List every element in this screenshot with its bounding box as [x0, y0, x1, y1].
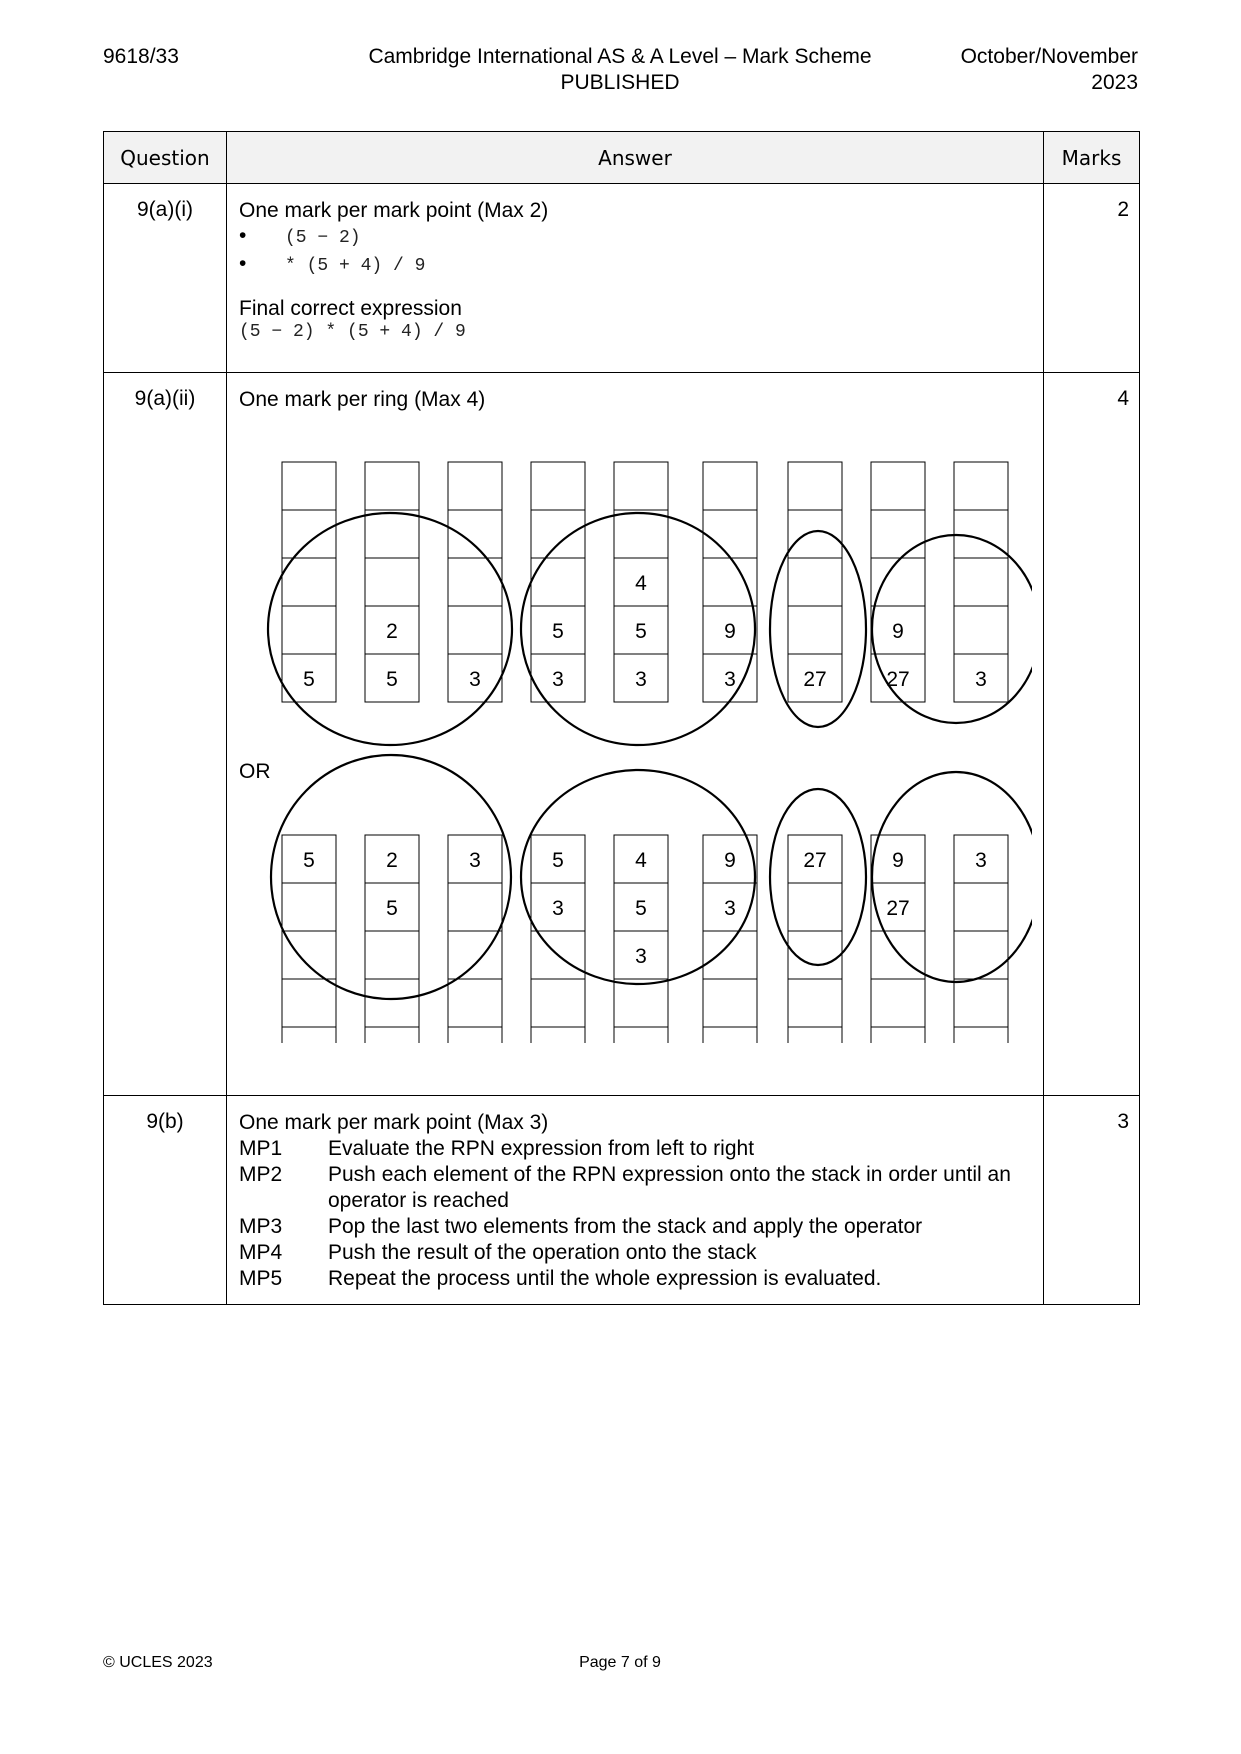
stack-cell	[531, 1027, 585, 1043]
document-title	[300, 44, 940, 96]
answer-cell	[227, 1096, 1044, 1305]
stack-cell	[614, 1027, 668, 1043]
stack-cell	[614, 510, 668, 558]
or-label: OR	[239, 760, 271, 783]
session-year: 2023	[1091, 71, 1138, 94]
answer-intro: One mark per mark point (Max 2)	[239, 199, 549, 222]
stack-cell	[531, 510, 585, 558]
exam-session	[961, 44, 1138, 96]
mark-point-text: Push the result of the operation onto the stack	[328, 1241, 757, 1264]
stack-cell	[954, 510, 1008, 558]
stack-value: 3	[552, 668, 564, 691]
stack-cell	[703, 558, 757, 606]
stack-value: 5	[386, 668, 398, 691]
stack-value: 5	[303, 849, 315, 872]
mark-ring	[770, 531, 866, 727]
stack-cell	[871, 510, 925, 558]
mark-point-text: Evaluate the RPN expression from left to right	[328, 1137, 755, 1160]
stack-value: 3	[724, 668, 736, 691]
stack-cell	[365, 558, 419, 606]
stack-value: 2	[386, 620, 398, 643]
stack-value: 5	[635, 620, 647, 643]
table-header-row	[104, 132, 1140, 184]
mark-point-key: MP1	[239, 1137, 283, 1160]
stack-cell	[365, 931, 419, 979]
question-number: 9(a)(i)	[104, 184, 227, 373]
bullet-item	[239, 224, 1031, 252]
stack-cell	[282, 883, 336, 931]
stack-cell	[614, 979, 668, 1027]
column-header-answer: Answer	[227, 132, 1044, 184]
stack-cell	[282, 1027, 336, 1043]
stack-value: 5	[386, 897, 398, 920]
stack-cell	[531, 979, 585, 1027]
answer-cell	[227, 184, 1044, 373]
stack-cell	[788, 462, 842, 510]
column-header-question: Question	[104, 132, 227, 184]
stack-cell	[954, 606, 1008, 654]
stack-cell	[788, 883, 842, 931]
answer-cell	[227, 373, 1044, 1096]
stack-diagram	[227, 373, 1032, 1043]
marks-value: 4	[1044, 373, 1140, 1096]
stack-cell	[788, 510, 842, 558]
stack-value: 2	[386, 849, 398, 872]
stack-cell	[448, 883, 502, 931]
stack-cell	[703, 979, 757, 1027]
bullet-text: (5 − 2)	[285, 228, 361, 248]
mark-scheme-table	[103, 131, 1140, 1305]
question-number: 9(a)(ii)	[104, 373, 227, 1096]
column-header-marks: Marks	[1044, 132, 1140, 184]
stack-value: 9	[724, 620, 736, 643]
stack-value: 3	[975, 849, 987, 872]
stack-cell	[788, 979, 842, 1027]
stack-cell	[788, 606, 842, 654]
mark-point	[239, 1214, 1031, 1240]
stack-cell	[703, 510, 757, 558]
stack-value: 3	[469, 849, 481, 872]
mark-point	[239, 1162, 1031, 1214]
mark-point-text: Repeat the process until the whole expression is evaluated.	[328, 1267, 882, 1290]
mark-point-key: MP4	[239, 1241, 283, 1264]
mark-point-key: MP2	[239, 1163, 283, 1186]
mark-ring	[770, 789, 866, 965]
stack-grid-bottom	[282, 835, 1008, 1043]
stack-cell	[282, 606, 336, 654]
stack-cell	[954, 883, 1008, 931]
bullet-item	[239, 252, 1031, 280]
mark-point	[239, 1136, 1031, 1162]
stack-grid-top	[282, 462, 1008, 702]
stack-cell	[448, 462, 502, 510]
stack-cell	[282, 931, 336, 979]
session-label: October/November	[960, 45, 1138, 68]
document-title-line: Cambridge International AS & A Level – Mark Scheme	[368, 45, 872, 68]
stack-cell	[703, 931, 757, 979]
stack-cell	[448, 510, 502, 558]
stack-value: 4	[635, 849, 647, 872]
stack-value: 3	[724, 897, 736, 920]
stack-cell	[365, 1027, 419, 1043]
page-number: Page 7 of 9	[579, 1654, 661, 1671]
stack-value: 3	[975, 668, 987, 691]
marks-value: 2	[1044, 184, 1140, 373]
marks-value: 3	[1044, 1096, 1140, 1305]
answer-intro: One mark per ring (Max 4)	[239, 388, 486, 411]
stack-cell	[954, 462, 1008, 510]
table-row	[104, 184, 1140, 373]
stack-value: 9	[724, 849, 736, 872]
copyright: © UCLES 2023	[103, 1654, 213, 1671]
stack-value: 5	[552, 849, 564, 872]
stack-cell	[282, 462, 336, 510]
answer-intro: One mark per mark point (Max 3)	[239, 1111, 549, 1134]
stack-cell	[614, 462, 668, 510]
stack-cell	[448, 558, 502, 606]
stack-value: 4	[635, 572, 647, 595]
mark-ring	[271, 755, 511, 999]
stack-cell	[282, 979, 336, 1027]
stack-value: 5	[635, 897, 647, 920]
stack-value: 27	[886, 668, 910, 691]
stack-value: 3	[469, 668, 481, 691]
stack-cell	[871, 931, 925, 979]
mark-point-key: MP3	[239, 1215, 283, 1238]
stack-value: 3	[635, 668, 647, 691]
table-row	[104, 1096, 1140, 1305]
stack-cell	[788, 1027, 842, 1043]
stack-cell	[871, 462, 925, 510]
stack-cell	[871, 1027, 925, 1043]
published-label: PUBLISHED	[560, 71, 680, 94]
stack-cell	[703, 462, 757, 510]
stack-value: 3	[635, 945, 647, 968]
mark-point	[239, 1266, 1031, 1292]
stack-cell	[531, 462, 585, 510]
stack-cell	[954, 1027, 1008, 1043]
stack-value: 27	[886, 897, 910, 920]
stack-cell	[282, 558, 336, 606]
question-number: 9(b)	[104, 1096, 227, 1305]
stack-cell	[448, 606, 502, 654]
stack-cell	[871, 979, 925, 1027]
stack-value: 9	[892, 620, 904, 643]
paper-code: 9618/33	[103, 45, 179, 68]
stack-cell	[954, 558, 1008, 606]
bullet-dot: •	[239, 224, 247, 247]
stack-cell	[448, 1027, 502, 1043]
stack-cell	[703, 1027, 757, 1043]
stack-cell	[365, 462, 419, 510]
stack-cell	[788, 558, 842, 606]
table-row	[104, 373, 1140, 1096]
final-label: Final correct expression	[239, 297, 462, 320]
stack-value: 27	[803, 668, 827, 691]
stack-cell	[365, 979, 419, 1027]
stack-value: 5	[552, 620, 564, 643]
stack-value: 5	[303, 668, 315, 691]
stack-cell	[871, 558, 925, 606]
stack-cell	[954, 931, 1008, 979]
mark-point-key: MP5	[239, 1267, 283, 1290]
bullet-text: * (5 + 4) / 9	[285, 256, 426, 276]
stack-cell	[365, 510, 419, 558]
stack-cell	[448, 979, 502, 1027]
final-expression: (5 − 2) * (5 + 4) / 9	[239, 322, 466, 342]
mark-point	[239, 1240, 1031, 1266]
stack-cell	[954, 979, 1008, 1027]
mark-point-text: Push each element of the RPN expression onto the stack in order until an operator is reached	[328, 1163, 1011, 1212]
bullet-dot: •	[239, 252, 247, 275]
stack-value: 27	[803, 849, 827, 872]
mark-point-text: Pop the last two elements from the stack and apply the operator	[328, 1215, 923, 1238]
stack-value: 3	[552, 897, 564, 920]
stack-cell	[282, 510, 336, 558]
mark-rings	[268, 513, 1032, 999]
stack-value: 9	[892, 849, 904, 872]
